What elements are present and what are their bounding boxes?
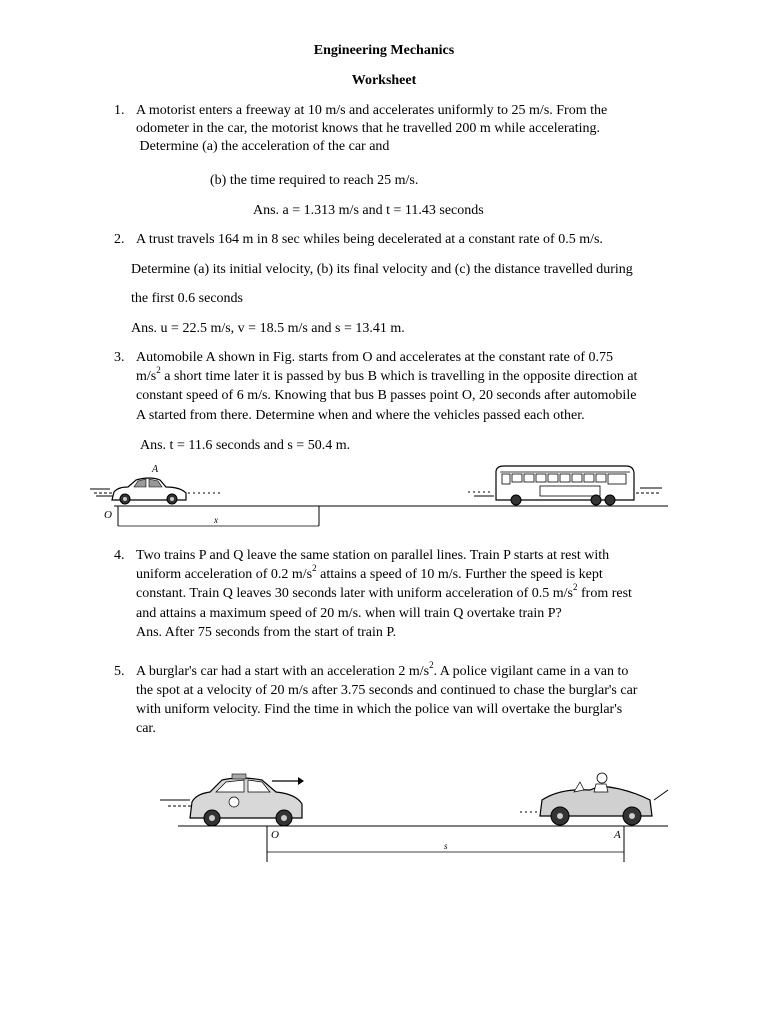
question-text-line: with uniform velocity. Find the time in which the police van will overtake the burglar's	[136, 702, 623, 717]
dimension-s-label: s	[444, 841, 448, 851]
question-text-line: A started from there. Determine when and where the vehicles passed each other.	[136, 408, 585, 423]
question-text-line: Determine (a) the acceleration of the car and	[136, 139, 390, 154]
figure-car-and-bus	[0, 460, 768, 540]
page-subtitle: Worksheet	[351, 73, 417, 88]
question-text-line: Automobile A shown in Fig. starts from O and accelerates at the constant rate of 0.75	[136, 350, 614, 365]
dimension-x-label: x	[214, 515, 218, 525]
direction-arrow-icon	[272, 777, 304, 785]
question-text-line: constant speed of 6 m/s. Knowing that bus B passes point O, 20 seconds after automobile	[136, 388, 637, 403]
point-a-label: A	[614, 829, 621, 841]
page-title: Engineering Mechanics	[313, 43, 455, 58]
question-number: 1.	[114, 103, 125, 118]
question-text-line: Determine (a) its initial velocity, (b) its final velocity and (c) the distance travelled during	[131, 262, 633, 277]
question-text-line: $m/s^2$ a short time later it is passed by bus B which is travelling in the opposite direction at	[136, 365, 638, 384]
car-a-label: A	[152, 464, 159, 475]
point-o-label: O	[271, 829, 279, 841]
question-text-line: Two trains P and Q leave the same station on parallel lines. Train P starts at rest with	[136, 548, 610, 563]
bus-b-icon	[496, 466, 634, 505]
question-text-line: constant. Train Q leaves 30 seconds later with uniform acceleration of 0.5 $m/s^2$ from rest	[136, 582, 632, 601]
question-number: 5.	[114, 664, 125, 679]
question-number: 4.	[114, 548, 125, 563]
point-o-label: O	[104, 509, 112, 521]
question-text-line: car.	[136, 721, 156, 736]
question-text-line: A trust travels 164 m in 8 sec whiles being decelerated at a constant rate of 0.5 m/s.	[136, 232, 603, 247]
question-text-line: (b) the time required to reach 25 m/s.	[210, 173, 419, 188]
question-text-line: odometer in the car, the motorist knows that he travelled 200 m while accelerating.	[136, 121, 601, 136]
burglar-car-icon	[540, 773, 652, 825]
question-text-line: A burglar's car had a start with an acceleration 2 $m/s^2$. A police vigilant came in a van to	[136, 660, 629, 679]
question-text-line: A motorist enters a freeway at 10 m/s and accelerates uniformly to 25 m/s. From the	[136, 103, 608, 118]
answer-text: Ans. u = 22.5 m/s, v = 18.5 m/s and s = 13.41 m.	[131, 321, 405, 336]
police-car-icon	[190, 774, 302, 826]
question-number: 2.	[114, 232, 125, 247]
question-text-line: the spot at a velocity of 20 m/s after 3.75 seconds and continued to chase the burglar's car	[136, 683, 638, 698]
question-text-line: the first 0.6 seconds	[131, 291, 243, 306]
figure-police-and-burglar	[0, 760, 768, 870]
answer-text: Ans. a = 1.313 m/s and t = 11.43 seconds	[253, 203, 484, 218]
question-text-line: and attains a maximum speed of 20 m/s. when will train Q overtake train P?	[136, 606, 562, 621]
car-a-icon	[112, 478, 186, 504]
question-text-line: uniform acceleration of 0.2 $m/s^2$ attains a speed of 10 m/s. Further the speed is kept	[136, 563, 603, 582]
answer-text: Ans. t = 11.6 seconds and s = 50.4 m.	[140, 438, 351, 453]
speed-lines-icon	[160, 800, 194, 806]
answer-text: Ans. After 75 seconds from the start of train P.	[136, 625, 397, 640]
question-number: 3.	[114, 350, 125, 365]
